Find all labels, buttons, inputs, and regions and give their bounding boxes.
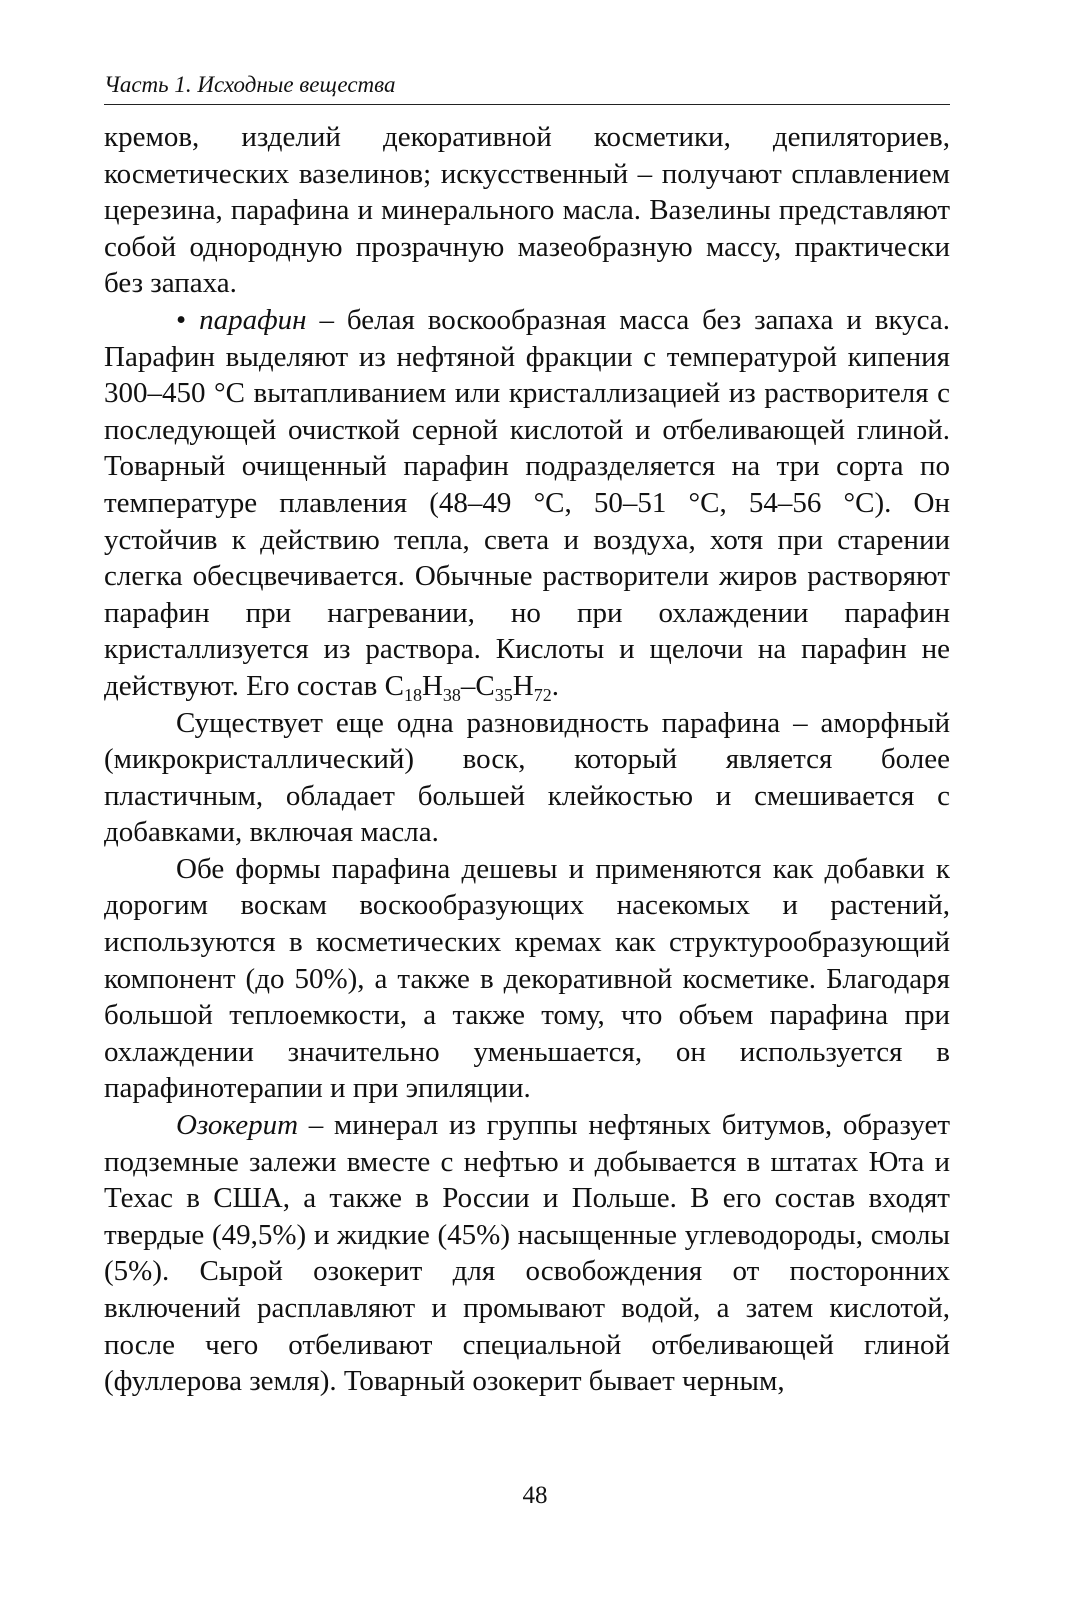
term-paraffin: парафин — [199, 303, 307, 336]
term-ozokerite: Озокерит — [176, 1109, 299, 1142]
paragraph-amorphous-wax: Существует еще одна разновидность парафина – аморфный (микрокристаллический) воск, который является более пластичным, обладает большей клейкостью и смешивается с добавками, включая масла. — [104, 706, 950, 849]
paraffin-formula: $C_{18}H_{38}-C_{35}H_{72}$. — [384, 669, 559, 705]
bullet-icon: • — [176, 303, 187, 336]
paraffin-description: – белая воскообразная масса без запаха и вкуса. Парафин выделяют из нефтяной фракции с температурой кипения 300–450 °С вытапливанием или кристаллизацией из растворителя с последующей очисткой серной кислотой и отбеливающей глиной. Товарный очищенный парафин подразделяется на три сорта по температуре плавления (48–49 °С, 50–51 °С, 54–56 °С). Он устойчив к действию тепла, света и воздуха, хотя при старении слегка обесцвечивается. Обычные растворители жиров растворяют парафин при нагревании, но при охлаждении парафин кристаллизуется из раствора. Кислоты и щелочи на парафин не действуют. Его состав — [104, 303, 950, 702]
paragraph-ozokerite — [104, 1107, 950, 1400]
page-content — [104, 70, 950, 1400]
running-header: Часть 1. Исходные вещества — [104, 70, 950, 105]
ozokerite-description: – минерал из группы нефтяных битумов, образует подземные залежи вместе с нефтью и добывается в штатах Юта и Техас в США, а также в России и Польше. В его состав входят твердые (49,5%) и жидкие (45%) насыщенные углеводороды, смолы (5%). Сырой озокерит для освобождения от посторонних включений расплавляют и промывают водой, а затем кислотой, после чего отбеливают специальной отбеливающей глиной (фуллерова земля). Товарный озокерит бывает черным, — [104, 1109, 950, 1398]
paragraph-vaseline-continued: кремов, изделий декоративной косметики, депиляториев, косметических вазелинов; искусственный – получают сплавлением церезина, парафина и минерального масла. Вазелины представляют собой однородную прозрачную мазеобразную массу, практически без запаха. — [104, 121, 950, 300]
paragraph-paraffin-uses: Обе формы парафина дешевы и применяются как добавки к дорогим воскам воскообразующих насекомых и растений, используются в косметических кремах как структурообразующий компонент (до 50%), а также в декоративной косметике. Благодаря большой теплоемкости, а также тому, что объем парафина при охлаждении значительно уменьшается, он используется в парафинотерапии и при эпиляции. — [104, 852, 950, 1105]
page-number: 48 — [522, 1482, 548, 1509]
body-text — [104, 119, 950, 1400]
paragraph-paraffin — [104, 302, 950, 705]
